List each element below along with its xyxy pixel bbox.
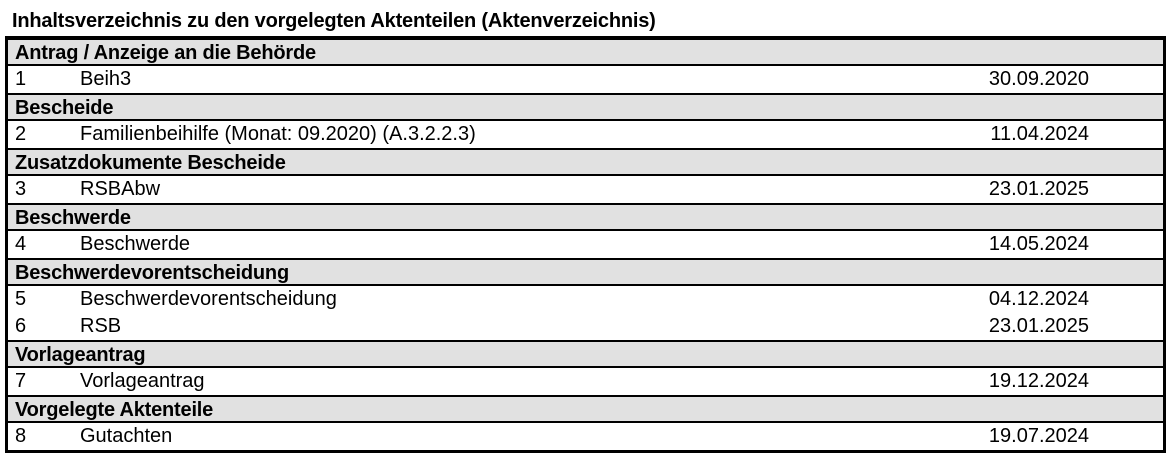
entry-row xyxy=(8,313,1163,340)
entry-cell xyxy=(8,286,1163,342)
section-header-label: Beschwerdevorentscheidung xyxy=(15,262,289,284)
entry-number: 5 xyxy=(15,288,27,310)
entry-name: Beschwerdevorentscheidung xyxy=(80,288,337,310)
entry-date: 19.12.2024 xyxy=(988,370,1089,392)
section-header-label: Zusatzdokumente Bescheide xyxy=(15,152,286,174)
entry-row xyxy=(8,121,1163,148)
entry-cell xyxy=(8,423,1163,450)
entry-number: 1 xyxy=(15,68,27,90)
section-header-label: Vorgelegte Aktenteile xyxy=(15,399,214,421)
entry-date: 11.04.2024 xyxy=(990,123,1089,145)
section-block xyxy=(8,397,1163,450)
toc-table xyxy=(5,36,1166,453)
entry-number: 2 xyxy=(15,123,27,145)
section-header-label: Beschwerde xyxy=(15,207,131,229)
section-header-row xyxy=(8,150,1163,176)
section-header-row xyxy=(8,342,1163,368)
entry-cell xyxy=(8,121,1163,150)
entry-date: 30.09.2020 xyxy=(988,68,1089,90)
section-block xyxy=(8,95,1163,150)
section-header-row xyxy=(8,40,1163,66)
section-block xyxy=(8,150,1163,205)
section-header-label: Bescheide xyxy=(15,97,114,119)
entry-row xyxy=(8,368,1163,395)
entry-name: Beschwerde xyxy=(80,233,191,255)
entry-name: Gutachten xyxy=(80,425,173,447)
entry-row xyxy=(8,423,1163,450)
entry-name: Familienbeihilfe (Monat: 09.2020) (A.3.2.2.3) xyxy=(80,123,476,145)
entry-cell xyxy=(8,66,1163,95)
entry-name: RSB xyxy=(80,315,122,337)
section-block xyxy=(8,40,1163,95)
section-header-row xyxy=(8,205,1163,231)
entry-number: 8 xyxy=(15,425,27,447)
entry-number: 7 xyxy=(15,370,27,392)
entry-name: Vorlageantrag xyxy=(80,370,205,392)
page-title: Inhaltsverzeichnis zu den vorgelegten Aktenteilen (Aktenverzeichnis) xyxy=(12,10,656,32)
entry-row xyxy=(8,176,1163,203)
section-header-row xyxy=(8,397,1163,423)
entry-row xyxy=(8,286,1163,313)
entry-date: 19.07.2024 xyxy=(988,425,1089,447)
entry-date: 14.05.2024 xyxy=(988,233,1089,255)
section-block xyxy=(8,342,1163,397)
entry-date: 23.01.2025 xyxy=(988,315,1089,337)
entry-name: RSBAbw xyxy=(80,178,161,200)
entry-cell xyxy=(8,368,1163,397)
entry-number: 4 xyxy=(15,233,27,255)
section-header-row xyxy=(8,95,1163,121)
entry-row xyxy=(8,66,1163,93)
section-header-row xyxy=(8,260,1163,286)
entry-cell xyxy=(8,176,1163,205)
entry-number: 6 xyxy=(15,315,27,337)
section-header-label: Antrag / Anzeige an die Behörde xyxy=(15,42,316,64)
section-header-label: Vorlageantrag xyxy=(15,344,146,366)
entry-name: Beih3 xyxy=(80,68,132,90)
section-block xyxy=(8,205,1163,260)
entry-date: 04.12.2024 xyxy=(988,288,1089,310)
section-block xyxy=(8,260,1163,342)
entry-date: 23.01.2025 xyxy=(988,178,1089,200)
entry-cell xyxy=(8,231,1163,260)
entry-row xyxy=(8,231,1163,258)
entry-number: 3 xyxy=(15,178,27,200)
